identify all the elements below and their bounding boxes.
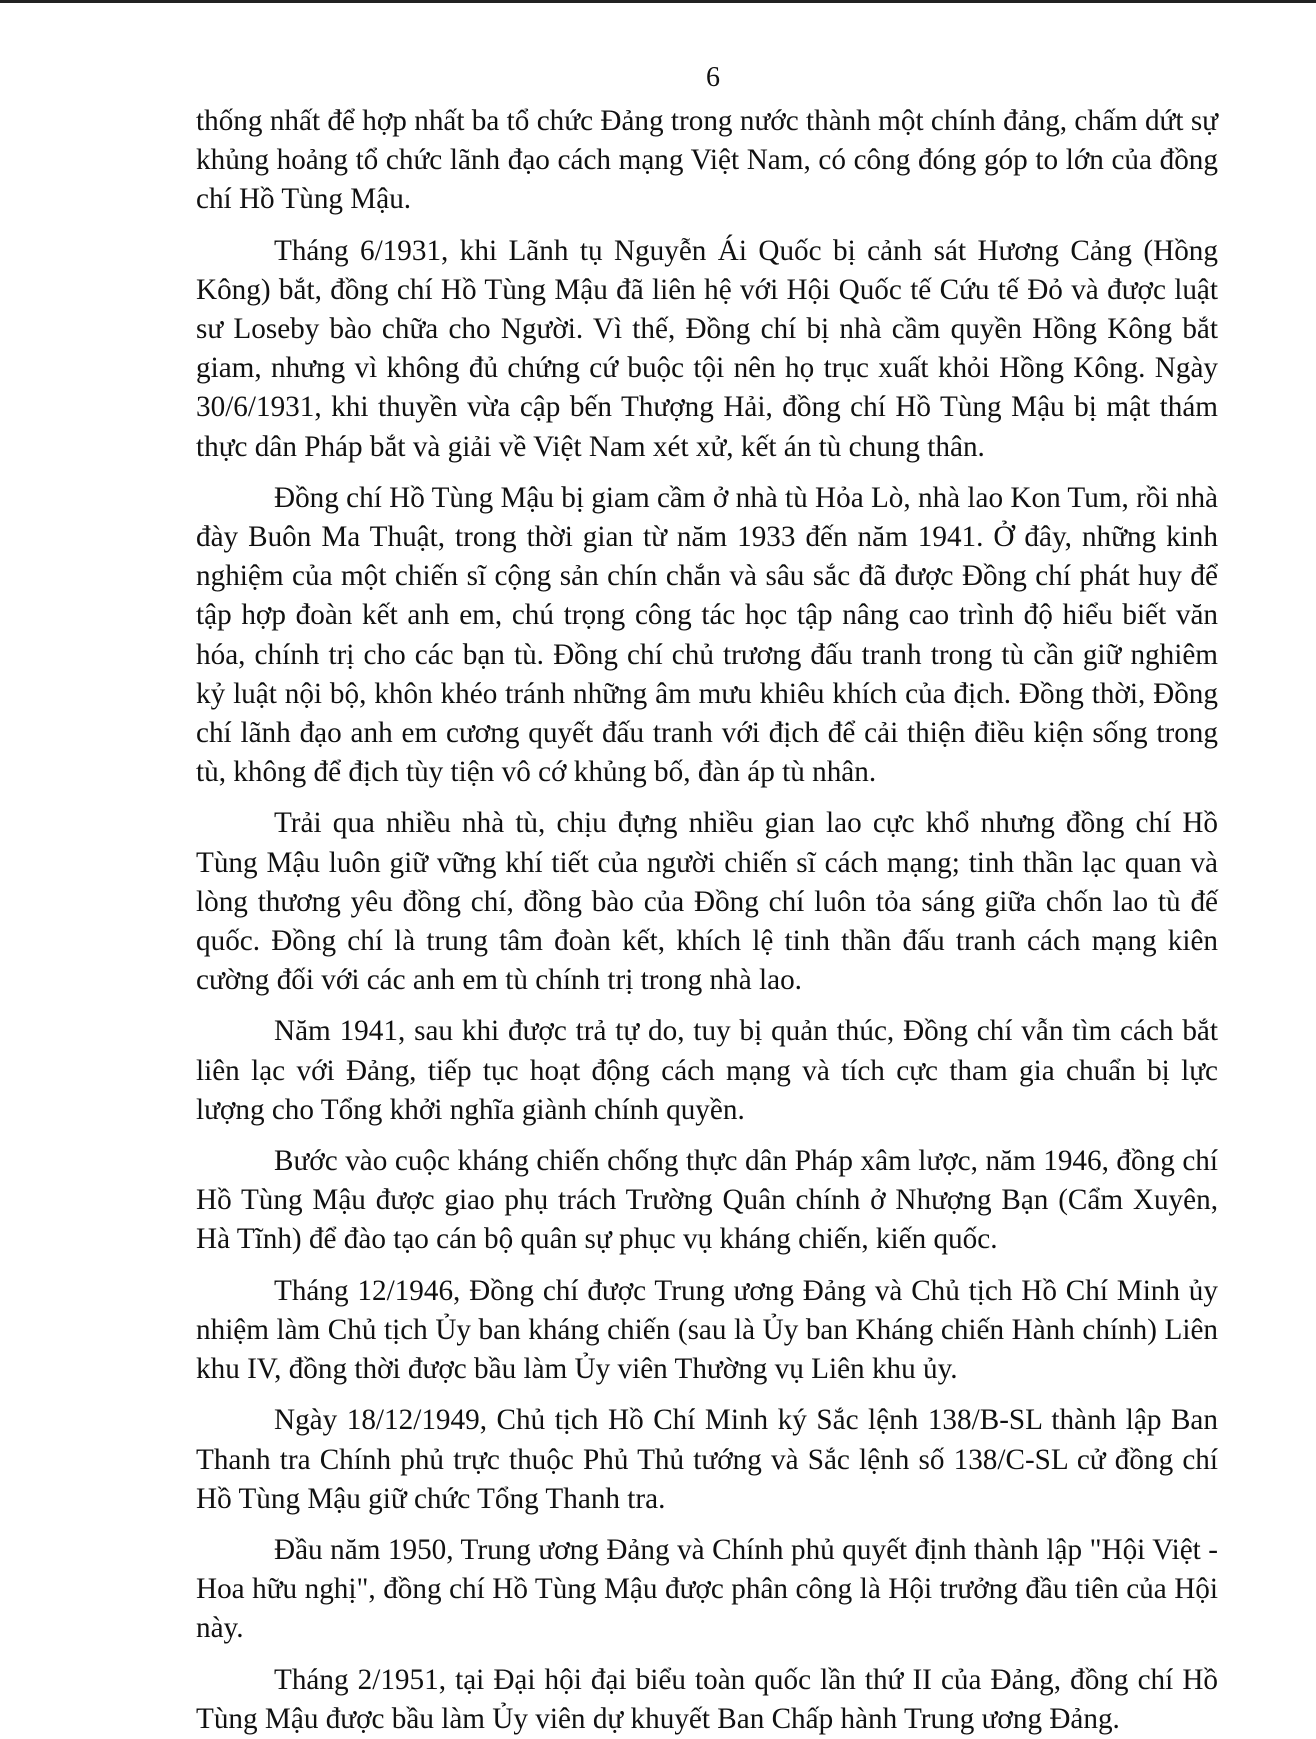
top-border-line [0, 0, 1316, 3]
document-page [196, 58, 1218, 1739]
paragraph-8: Ngày 18/12/1949, Chủ tịch Hồ Chí Minh ký Sắc lệnh 138/B-SL thành lập Ban Thanh tra Chính phủ trực thuộc Phủ Thủ tướng và Sắc lệnh số 138/C-SL cử đồng chí Hồ Tùng Mậu giữ chức Tổng Thanh tra. [196, 1404, 1218, 1515]
paragraph-2: Tháng 6/1931, khi Lãnh tụ Nguyễn Ái Quốc bị cảnh sát Hương Cảng (Hồng Kông) bắt, đồng chí Hồ Tùng Mậu đã liên hệ với Hội Quốc tế Cứu tế Đỏ và được luật sư Loseby bào chữa cho Người. Vì thế, Đồng chí bị nhà cầm quyền Hồng Kông bắt giam, nhưng vì không đủ chứng cứ buộc tội nên họ trục xuất khỏi Hồng Kông. Ngày 30/6/1931, khi thuyền vừa cập bến Thượng Hải, đồng chí Hồ Tùng Mậu bị mật thám thực dân Pháp bắt và giải về Việt Nam xét xử, kết án tù chung thân. [196, 234, 1218, 463]
paragraph-7: Tháng 12/1946, Đồng chí được Trung ương Đảng và Chủ tịch Hồ Chí Minh ủy nhiệm làm Chủ tịch Ủy ban kháng chiến (sau là Ủy ban Kháng chiến Hành chính) Liên khu IV, đồng thời được bầu làm Ủy viên Thường vụ Liên khu ủy. [196, 1274, 1218, 1386]
paragraph-4: Trải qua nhiều nhà tù, chịu đựng nhiều gian lao cực khổ nhưng đồng chí Hồ Tùng Mậu luôn giữ vững khí tiết của người chiến sĩ cách mạng; tinh thần lạc quan và lòng thương yêu đồng chí, đồng bào của Đồng chí luôn tỏa sáng giữa chốn lao tù đế quốc. Đồng chí là trung tâm đoàn kết, khích lệ tinh thần đấu tranh cách mạng kiên cường đối với các anh em tù chính trị trong nhà lao. [196, 807, 1218, 997]
paragraph-10: Tháng 2/1951, tại Đại hội đại biểu toàn quốc lần thứ II của Đảng, đồng chí Hồ Tùng Mậu được bầu làm Ủy viên dự khuyết Ban Chấp hành Trung ương Đảng. [196, 1663, 1218, 1735]
paragraph-5: Năm 1941, sau khi được trả tự do, tuy bị quản thúc, Đồng chí vẫn tìm cách bắt liên lạc với Đảng, tiếp tục hoạt động cách mạng và tích cực tham gia chuẩn bị lực lượng cho Tổng khởi nghĩa giành chính quyền. [196, 1015, 1218, 1126]
page-number: 6 [706, 62, 720, 93]
paragraph-6: Bước vào cuộc kháng chiến chống thực dân Pháp xâm lược, năm 1946, đồng chí Hồ Tùng Mậu được giao phụ trách Trường Quân chính ở Nhượng Bạn (Cẩm Xuyên, Hà Tĩnh) để đào tạo cán bộ quân sự phục vụ kháng chiến, kiến quốc. [196, 1145, 1218, 1256]
paragraph-1: thống nhất để hợp nhất ba tổ chức Đảng trong nước thành một chính đảng, chấm dứt sự khủng hoảng tổ chức lãnh đạo cách mạng Việt Nam, có công đóng góp to lớn của đồng chí Hồ Tùng Mậu. [196, 105, 1218, 216]
paragraph-9: Đầu năm 1950, Trung ương Đảng và Chính phủ quyết định thành lập "Hội Việt - Hoa hữu nghị", đồng chí Hồ Tùng Mậu được phân công là Hội trưởng đầu tiên của Hội này. [196, 1533, 1218, 1645]
paragraph-3: Đồng chí Hồ Tùng Mậu bị giam cầm ở nhà tù Hỏa Lò, nhà lao Kon Tum, rồi nhà đày Buôn Ma Thuật, trong thời gian từ năm 1933 đến năm 1941. Ở đây, những kinh nghiệm của một chiến sĩ cộng sản chín chắn và sâu sắc đã được Đồng chí phát huy để tập hợp đoàn kết anh em, chú trọng công tác học tập nâng cao trình độ hiểu biết văn hóa, chính trị cho các bạn tù. Đồng chí chủ trương đấu tranh trong tù cần giữ nghiêm kỷ luật nội bộ, khôn khéo tránh những âm mưu khiêu khích của địch. Đồng thời, Đồng chí lãnh đạo anh em cương quyết đấu tranh với địch để cải thiện điều kiện sống trong tù, không để địch tùy tiện vô cớ khủng bố, đàn áp tù nhân. [196, 481, 1218, 789]
